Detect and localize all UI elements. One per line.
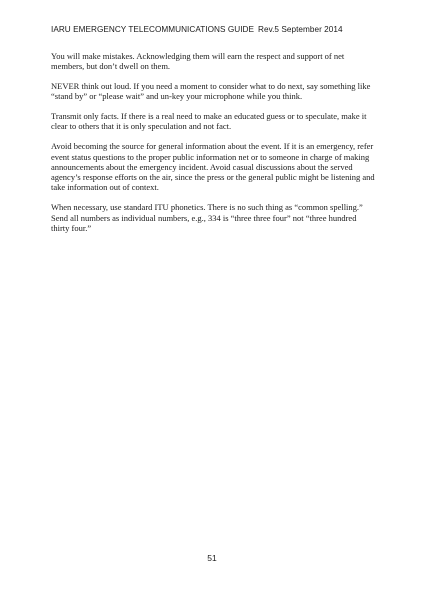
paragraph-think-out-loud: NEVER think out loud. If you need a moment to consider what to do next, say something like “stand by” or “please wait” and un-key your microphone while you think.	[51, 81, 371, 102]
paragraph-transmit-facts: Transmit only facts. If there is a real need to make an educated guess or to speculate, make it clear to others that it is only speculation and not fact.	[51, 111, 367, 132]
paragraph-general-information: Avoid becoming the source for general information about the event. If it is an emergency, refer event status questions to the proper public information net or to someone in charge of making announcements about the emergency incident. Avoid casual discussions about the served agency’s response efforts on the air, since the press or the general public might be listening and take information out of context.	[51, 141, 375, 193]
page-number: 51	[207, 553, 217, 563]
paragraph-itu-phonetics: When necessary, use standard ITU phonetics. There is no such thing as “common spelling.” Send all numbers as individual numbers, e.g., 334 is “three three four” not “three hundred thirty four.”	[51, 202, 363, 233]
body-text	[51, 51, 376, 243]
header-title: IARU EMERGENCY TELECOMMUNICATIONS GUIDE	[51, 25, 255, 34]
header-revision: Rev.5 September 2014	[258, 25, 343, 34]
paragraph-mistakes: You will make mistakes. Acknowledging them will earn the respect and support of net members, but don’t dwell on them.	[51, 51, 345, 72]
